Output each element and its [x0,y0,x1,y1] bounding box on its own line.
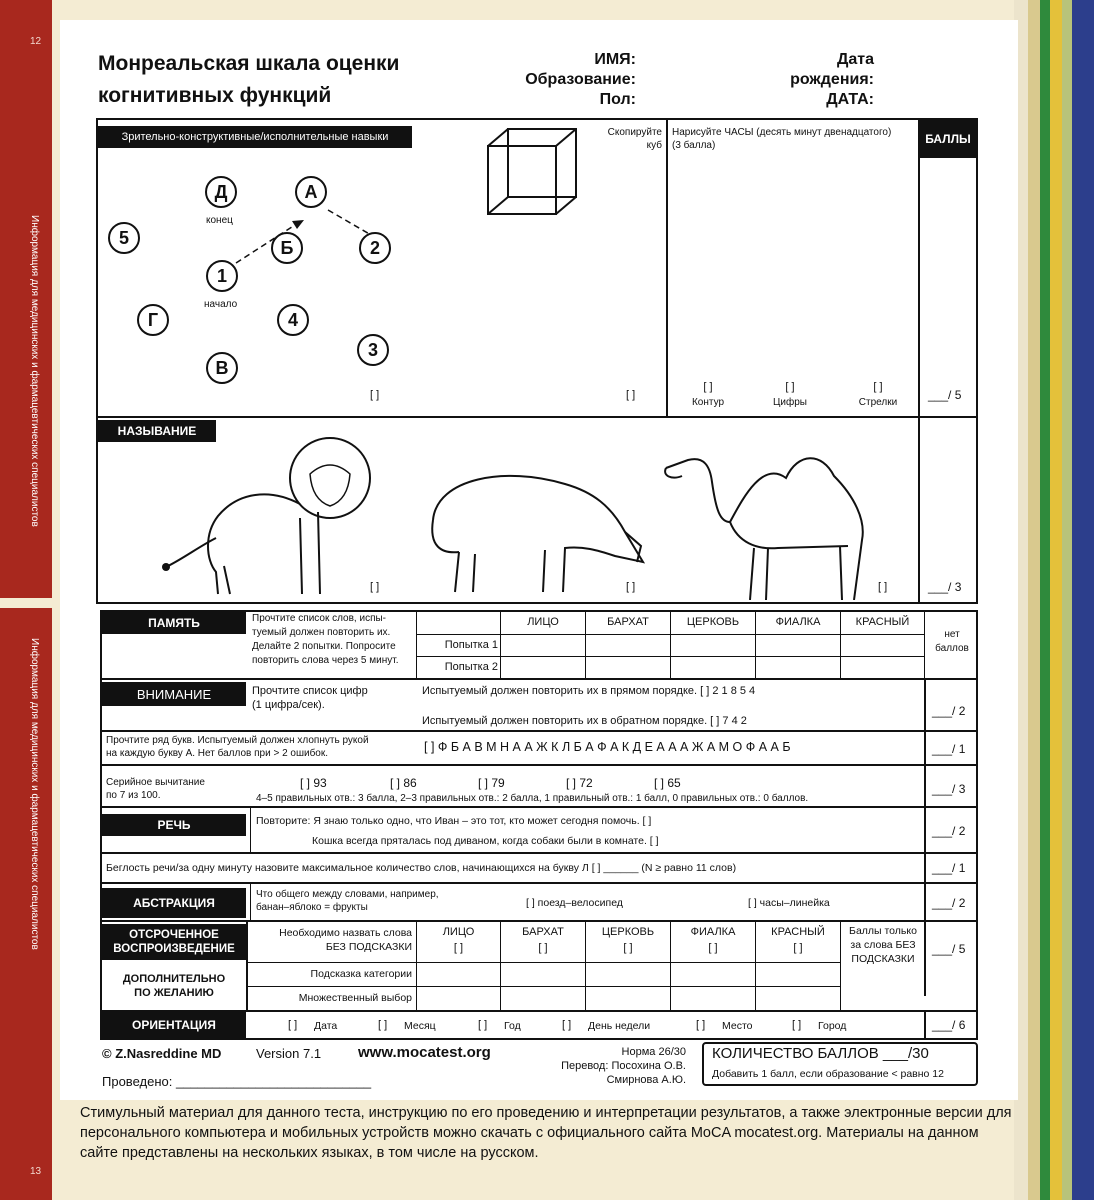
repeat-sentence-1[interactable]: Повторите: Я знаю только одно, что Иван – это тот, кто может сегодня помочь. [ ] [256,815,652,827]
delayed-word-4[interactable]: ФИАЛКА [690,926,736,938]
delayed-word-1[interactable]: ЛИЦО [442,926,475,938]
serial-86[interactable]: [ ] 86 [390,776,417,790]
optional-label: ДОПОЛНИТЕЛЬНО ПО ЖЕЛАНИЮ [102,966,246,1006]
letters-instruction: Прочтите ряд букв. Испытуемый должен хлопнуть рукой на каждую букву А. Нет баллов при > 2 ошибок. [106,735,369,759]
naming-checkbox-1[interactable]: [ ] [370,581,380,593]
delayed-check-1[interactable]: [ ] [453,942,464,954]
delayed-word-3[interactable]: ЦЕРКОВЬ [601,926,655,938]
attempt-1-label: Попытка 1 [444,639,498,651]
sex-field[interactable]: Пол: [599,91,636,108]
serial-65[interactable]: [ ] 65 [654,776,681,790]
trail-node-5[interactable]: 5 [108,222,140,254]
clock-hands-label: Стрелки [858,397,898,408]
norm: Норма 26/30 [621,1046,686,1058]
trail-node-b[interactable]: Б [271,232,303,264]
visuospatial-label: Зрительно-конструктивные/исполнительные навыки [98,126,412,148]
serial-79[interactable]: [ ] 79 [478,776,505,790]
abstraction-item-2[interactable]: [ ] часы–линейка [748,897,830,909]
serial-rule: 4–5 правильных отв.: 3 балла, 2–3 правильных отв.: 2 балла, 1 правильный отв.: 1 балл, 0 правильных отв.: 0 баллов. [256,793,809,804]
orientation-weekday: День недели [588,1020,651,1032]
trail-node-g[interactable]: Г [137,304,169,336]
delayed-word-5[interactable]: КРАСНЫЙ [771,926,825,938]
trail-node-a[interactable]: А [295,176,327,208]
digits-forward[interactable]: Испытуемый должен повторить их в прямом порядке. [ ] 2 1 8 5 4 [422,685,756,697]
scores-header: БАЛЛЫ [920,120,976,158]
naming-score[interactable]: ___/ 3 [928,580,962,594]
page-number-top: 12 [30,36,42,47]
digits-score[interactable]: ___/ 2 [932,704,966,718]
translation-1: Перевод: Посохина О.В. [561,1060,686,1072]
memory-instructions: Прочтите список слов, испы- туемый должен повторить их. Делайте 2 попытки. Попросите повторить слова через 5 минут. [252,613,399,666]
date-fields: Дата рождения: ДАТА: [760,50,874,110]
delayed-recall-label: ОТСРОЧЕННОЕ ВОСПРОИЗВЕДЕНИЕ [102,924,246,960]
copy-cube-label: Скопируйте куб [607,127,662,151]
delayed-word-2[interactable]: БАРХАТ [522,926,564,938]
letters-score[interactable]: ___/ 1 [932,742,966,756]
attention-label: ВНИМАНИЕ [102,682,246,706]
clock-numbers-checkbox[interactable]: [ ] [785,381,795,393]
serial-93[interactable]: [ ] 93 [300,776,327,790]
digits-instruction: Прочтите список цифр (1 цифра/сек). [252,685,368,711]
version: Version 7.1 [256,1046,322,1061]
clock-contour-checkbox[interactable]: [ ] [703,381,713,393]
orientation-date-check[interactable]: [ ] [288,1019,298,1031]
rhino-drawing [415,450,645,600]
trail-node-v[interactable]: В [206,352,238,384]
fluency-score[interactable]: ___/ 1 [932,861,966,875]
spine-text-top: Информация для медицинских и фармацевтических специалистов [29,215,40,527]
letters-sequence[interactable]: [ ] Ф Б А В М Н А А Ж К Л Б А Ф А К Д Е А А А Ж А М О Ф А А Б [424,740,791,754]
conducted-by-field[interactable]: Проведено: ___________________________ [102,1074,372,1089]
start-label: начало [204,299,238,310]
trail-node-3[interactable]: 3 [357,334,389,366]
moca-sheet [60,20,1018,1100]
memory-word-5: КРАСНЫЙ [855,616,910,628]
spine-text-bottom: Информация для медицинских и фармацевтических специалистов [29,638,40,950]
orientation-label: ОРИЕНТАЦИЯ [102,1012,246,1038]
copyright: © Z.Nasreddine MD [102,1046,222,1061]
delayed-note: Баллы только за слова БЕЗ ПОДСКАЗКИ [849,925,917,965]
total-note: Добавить 1 балл, если образование < равно 12 [712,1068,944,1080]
delayed-check-4[interactable]: [ ] [708,942,718,954]
memory-word-3: ЦЕРКОВЬ [686,616,740,628]
memory-word-1: ЛИЦО [527,616,559,628]
clock-hands-checkbox[interactable]: [ ] [873,381,883,393]
date-field[interactable]: ДАТА: [826,91,874,108]
naming-checkbox-3[interactable]: [ ] [878,581,888,593]
decorative-stripes [1014,0,1094,1200]
orientation-place: Место [722,1020,753,1032]
education-field[interactable]: Образование: [525,71,636,88]
serial-instruction: Серийное вычитание по 7 из 100. [106,777,205,801]
memory-word-2: БАРХАТ [607,616,649,628]
cube-checkbox[interactable]: [ ] [626,389,636,401]
end-label: конец [206,215,233,226]
trail-checkbox[interactable]: [ ] [370,389,380,401]
naming-label: НАЗЫВАНИЕ [98,420,216,442]
trail-node-4[interactable]: 4 [277,304,309,336]
trail-node-2[interactable]: 2 [359,232,391,264]
abstraction-score[interactable]: ___/ 2 [932,896,966,910]
repeat-score[interactable]: ___/ 2 [932,824,966,838]
orientation-month-check[interactable]: [ ] [378,1019,388,1031]
orientation-year: Год [504,1020,521,1032]
orientation-city-check[interactable]: [ ] [792,1019,802,1031]
website-link[interactable]: www.mocatest.org [358,1044,491,1061]
cube-drawing [485,126,585,218]
footer-text: Стимульный материал для данного теста, инструкцию по его проведению и интерпретации результатов, а также электронные версии для персонального компьютера и мобильных устройств можно скачать с официального сайта MoCA mocatest.org. Материалы на данном сайте представлены на нескольких языках, в том числе на русском. [80,1105,1012,1161]
orientation-score[interactable]: ___/ 6 [932,1018,966,1032]
serial-score[interactable]: ___/ 3 [932,782,966,796]
clock-instruction: Нарисуйте ЧАСЫ (десять минут двенадцатого) (3 балла) [672,127,892,151]
name-field[interactable]: ИМЯ: [594,51,636,68]
birthdate-field[interactable]: рождения: [790,71,874,88]
orientation-city: Город [818,1020,847,1032]
total-score[interactable]: КОЛИЧЕСТВО БАЛЛОВ ___/30 [712,1045,929,1062]
digits-backward[interactable]: Испытуемый должен повторить их в обратном порядке. [ ] 7 4 2 [422,715,747,727]
delayed-instruction: Необходимо назвать слова БЕЗ ПОДСКАЗКИ [279,927,412,953]
delayed-check-3[interactable]: [ ] [623,942,633,954]
orientation-year-check[interactable]: [ ] [478,1019,488,1031]
orientation-weekday-check[interactable]: [ ] [562,1019,572,1031]
abstraction-label: АБСТРАКЦИЯ [102,888,246,918]
memory-word-4: ФИАЛКА [775,616,821,628]
fluency-instruction[interactable]: Беглость речи/за одну минуту назовите максимальное количество слов, начинающихся на букву Л [ ] ______ (N ≥ равно 11 слов) [106,862,737,874]
naming-checkbox-2[interactable]: [ ] [626,581,636,593]
delayed-check-2[interactable]: [ ] [538,942,548,954]
clock-numbers-label: Цифры [773,397,807,408]
multiple-choice-label: Множественный выбор [298,992,412,1004]
attempt-2-label: Попытка 2 [444,661,498,673]
spine-bottom [0,608,52,1200]
no-points-note: нет баллов [935,629,969,654]
orientation-month: Месяц [404,1020,436,1032]
language-label: РЕЧЬ [102,814,246,836]
page-number-bottom: 13 [30,1166,42,1177]
orientation-place-check[interactable]: [ ] [696,1019,706,1031]
trail-node-1[interactable]: 1 [206,260,238,292]
delayed-score[interactable]: ___/ 5 [932,942,966,956]
serial-72[interactable]: [ ] 72 [566,776,593,790]
page-title: Монреальская шкала оценки когнитивных функций [98,52,400,107]
orientation-date: Дата [314,1020,338,1032]
abstraction-item-1[interactable]: [ ] поезд–велосипед [526,897,623,909]
abstraction-instruction: Что общего между словами, например, банан–яблоко = фрукты [256,889,439,913]
patient-fields [500,50,636,110]
clock-contour-label: Контур [691,397,725,408]
translation-2: Смирнова А.Ю. [606,1074,686,1086]
visuo-score[interactable]: ___/ 5 [928,388,962,402]
memory-label: ПАМЯТЬ [102,612,246,634]
repeat-sentence-2[interactable]: Кошка всегда пряталась под диваном, когда собаки были в комнате. [ ] [312,835,659,847]
camel-drawing [658,430,898,600]
delayed-check-5[interactable]: [ ] [793,942,803,954]
trail-node-d[interactable]: Д [205,176,237,208]
hint-category-label: Подсказка категории [310,968,412,980]
lion-drawing [160,426,390,596]
spine-top [0,0,52,598]
